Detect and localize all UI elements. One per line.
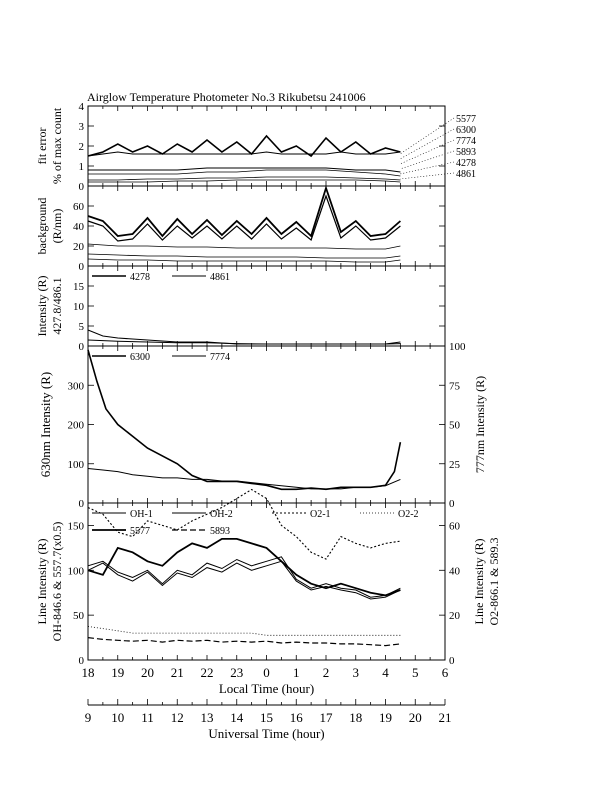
x-tick-label: 23 bbox=[230, 665, 244, 680]
series-line-bg-1 bbox=[88, 196, 400, 241]
legend-label: 5893 bbox=[456, 147, 476, 158]
panel-427.8/486.1 bbox=[35, 266, 445, 353]
legend-label: 5893 bbox=[210, 526, 230, 537]
y2-tick-label: 75 bbox=[449, 380, 460, 393]
y-axis-label: 427.8/486.1 bbox=[50, 277, 64, 335]
x-tick-label: 1 bbox=[293, 665, 300, 680]
y-axis-label: % of max count bbox=[50, 107, 64, 185]
x-tick-label: 20 bbox=[141, 665, 154, 680]
x2-tick-label: 12 bbox=[170, 710, 184, 725]
series-line-6300 bbox=[88, 152, 400, 156]
y-axis-label: fit error bbox=[35, 127, 49, 165]
panel-frame bbox=[88, 346, 445, 503]
legend-label: OH-1 bbox=[130, 509, 153, 520]
legend-leader bbox=[400, 118, 454, 154]
y2-tick-label: 60 bbox=[449, 520, 460, 533]
y2-tick-label: 20 bbox=[449, 610, 460, 623]
x2-tick-label: 9 bbox=[84, 710, 92, 725]
series-line-6300 bbox=[88, 350, 400, 489]
x2-tick-label: 13 bbox=[200, 710, 214, 725]
y-tick-label: 0 bbox=[78, 341, 84, 353]
y-tick-label: 20 bbox=[73, 241, 84, 253]
y-tick-label: 200 bbox=[67, 419, 84, 432]
x2-tick-label: 19 bbox=[379, 710, 392, 725]
y-tick-label: 10 bbox=[73, 301, 84, 313]
series-line-5893 bbox=[88, 638, 400, 646]
series-line-4861 bbox=[88, 180, 400, 182]
legend-label: 7774 bbox=[210, 352, 230, 363]
y-axis-label: Line Intensity (R) bbox=[35, 538, 49, 625]
y-tick-label: 300 bbox=[67, 380, 84, 393]
x-tick-label: 21 bbox=[170, 665, 184, 680]
y2-axis-label: Line Intensity (R) bbox=[472, 538, 486, 625]
series-line-bg-0 bbox=[88, 188, 400, 236]
x-tick-label: 5 bbox=[412, 665, 419, 680]
y-axis-label: (R/nm) bbox=[50, 208, 64, 244]
x-tick-label: 6 bbox=[441, 665, 449, 680]
x2-tick-label: 10 bbox=[111, 710, 125, 725]
x-tick-label: 3 bbox=[352, 665, 359, 680]
y-tick-label: 60 bbox=[73, 201, 84, 213]
x2-tick-label: 17 bbox=[319, 710, 333, 725]
y-tick-label: 40 bbox=[73, 221, 84, 233]
x-tick-label: 2 bbox=[322, 665, 330, 680]
y-axis-label: 630nm Intensity (R) bbox=[38, 371, 53, 478]
series-line-5893 bbox=[88, 170, 400, 176]
panel-background bbox=[35, 186, 445, 273]
chart-title: Airglow Temperature Photometer No.3 Rikubetsu 241006 bbox=[87, 90, 366, 104]
legend-label: O2-2 bbox=[398, 509, 419, 520]
x-tick-label: 22 bbox=[200, 665, 214, 680]
series-line-O2-2 bbox=[88, 626, 400, 635]
panel-line-intensity bbox=[35, 490, 501, 742]
legend-label: 6300 bbox=[456, 125, 476, 136]
legend-leader bbox=[400, 173, 454, 179]
legend-leader bbox=[400, 151, 454, 169]
x2-tick-label: 11 bbox=[141, 710, 154, 725]
legend-label: 5577 bbox=[456, 114, 476, 125]
y-tick-label: 4 bbox=[78, 101, 84, 113]
y-axis-label: Intensity (R) bbox=[35, 275, 49, 337]
panels bbox=[35, 101, 501, 741]
y-axis-label: background bbox=[35, 197, 49, 255]
y-tick-label: 0 bbox=[78, 655, 84, 667]
legend-label: 4861 bbox=[210, 272, 230, 283]
y2-tick-label: 0 bbox=[449, 655, 455, 667]
y-tick-label: 1 bbox=[78, 161, 84, 173]
x-tick-label: 19 bbox=[111, 665, 125, 680]
x-axis-label: Local Time (hour) bbox=[218, 681, 315, 696]
legend-leader bbox=[400, 129, 454, 159]
y-tick-label: 50 bbox=[73, 610, 84, 623]
y-axis-label: OH-846.6 & 557.7(x0.5) bbox=[50, 521, 64, 642]
x2-tick-label: 18 bbox=[349, 710, 363, 725]
legend-label: OH-2 bbox=[210, 509, 233, 520]
legend-label: 6300 bbox=[130, 352, 150, 363]
x2-tick-label: 14 bbox=[230, 710, 244, 725]
legend-label: 4278 bbox=[456, 158, 476, 169]
y-tick-label: 0 bbox=[78, 181, 84, 193]
y-tick-label: 100 bbox=[67, 458, 84, 471]
series-line-7774 bbox=[88, 469, 400, 489]
x2-tick-label: 21 bbox=[438, 710, 452, 725]
x2-axis-label: Universal Time (hour) bbox=[208, 726, 325, 741]
legend-leader bbox=[400, 162, 454, 174]
x-tick-label: 4 bbox=[382, 665, 389, 680]
series-line-5577 bbox=[88, 136, 400, 156]
series-line-4278 bbox=[88, 177, 400, 180]
x-tick-label: 18 bbox=[81, 665, 95, 680]
y-tick-label: 0 bbox=[78, 498, 84, 510]
legend-label: O2-1 bbox=[310, 509, 331, 520]
y-tick-label: 5 bbox=[78, 321, 84, 333]
x2-tick-label: 15 bbox=[260, 710, 273, 725]
y2-tick-label: 50 bbox=[449, 419, 460, 432]
series-line-bg-2 bbox=[88, 244, 400, 249]
series-line-OH-1 bbox=[88, 557, 400, 597]
series-line-O2-1 bbox=[88, 490, 400, 560]
panel-frame bbox=[88, 186, 445, 266]
x2-tick-label: 20 bbox=[408, 710, 422, 725]
y2-axis-label: 777nm Intensity (R) bbox=[473, 375, 487, 474]
series-line-OH-2 bbox=[88, 561, 400, 599]
y2-tick-label: 25 bbox=[449, 458, 460, 471]
y2-tick-label: 100 bbox=[449, 341, 466, 353]
series-line-bg-4 bbox=[88, 259, 400, 262]
y-tick-label: 150 bbox=[67, 520, 84, 533]
legend-label: 7774 bbox=[456, 136, 476, 147]
y2-tick-label: 0 bbox=[449, 498, 455, 510]
y-tick-label: 2 bbox=[78, 141, 84, 153]
legend-label: 4278 bbox=[130, 272, 150, 283]
panel-fit-error bbox=[35, 101, 476, 193]
y-tick-label: 3 bbox=[78, 121, 84, 133]
series-line-bg-3 bbox=[88, 254, 400, 258]
legend-leader bbox=[400, 140, 454, 164]
y-tick-label: 15 bbox=[73, 281, 84, 293]
y-tick-label: 0 bbox=[78, 261, 84, 273]
legend-label: 5577 bbox=[130, 526, 150, 537]
series-line-4861 bbox=[88, 340, 400, 344]
y2-tick-label: 40 bbox=[449, 565, 460, 578]
y2-axis-label: O2-866.1 & 589.3 bbox=[487, 537, 501, 626]
legend-label: 4861 bbox=[456, 169, 476, 180]
y-tick-label: 100 bbox=[67, 565, 84, 578]
x-tick-label: 0 bbox=[263, 665, 270, 680]
panel-630/777 bbox=[38, 341, 487, 510]
x2-tick-label: 16 bbox=[289, 710, 303, 725]
